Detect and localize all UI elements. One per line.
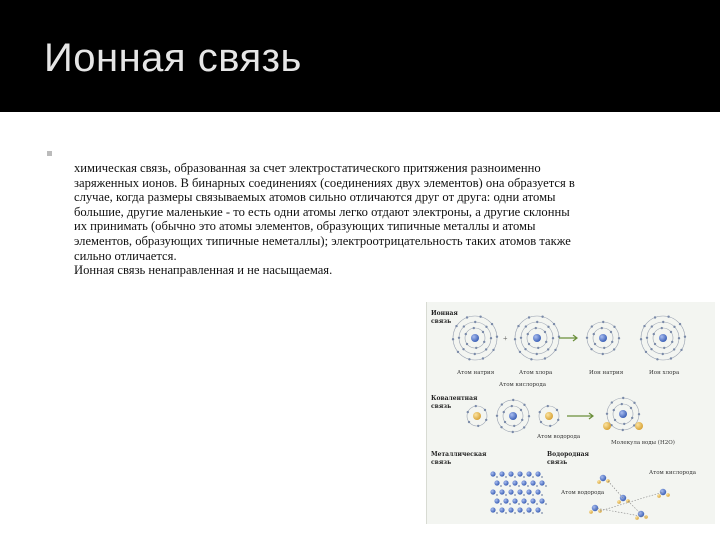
electron [513,425,515,427]
electron [633,424,635,426]
electron [603,347,605,349]
electron [539,411,541,413]
electron [590,348,592,350]
water-hydrogen [635,516,639,520]
electron [465,333,467,335]
electron [463,325,465,327]
body-line: химическая связь, образованная за счет электростатического притяжения разноименно [74,161,541,175]
bullet-marker [47,151,52,156]
electron [545,341,547,343]
free-electron [527,503,529,505]
metal-ion [503,498,508,503]
electron [468,358,470,360]
metal-ion [530,498,535,503]
free-electron [514,494,516,496]
metal-ion [539,480,544,485]
electron [618,337,620,339]
metal-ion [499,489,504,494]
free-electron [518,503,520,505]
metal-ion [535,507,540,512]
metal-lattice [490,471,547,514]
free-electron [523,476,525,478]
plus-sign: + [503,334,508,343]
metal-ion [490,507,495,512]
electron [540,421,542,423]
electron [593,333,595,335]
electron [622,429,624,431]
electron [519,351,521,353]
metal-ion [503,480,508,485]
electron [536,353,538,355]
electron [485,348,487,350]
electron [673,348,675,350]
metallic-heading-line2: связь [431,459,452,466]
electron [475,347,477,349]
hbond-hydrogen-label: Атом водорода [561,490,605,496]
sodium-ion-label: Ион натрия [589,370,624,376]
electron [557,419,559,421]
electron [468,421,470,423]
electron [661,327,663,329]
electron [528,316,530,318]
electron [602,321,604,323]
electron [466,316,468,318]
electron [517,325,519,327]
body-line: сильно отличается. [74,248,177,263]
hydrogen-atom-label: Атом водорода [537,434,581,440]
water-oxygen [600,475,606,481]
electron [536,321,538,323]
electron [547,326,549,328]
electron [504,421,506,423]
metal-ion [526,489,531,494]
slide-title: Ионная связь [44,36,302,80]
hydrogen-heading-line1: Водородная [547,451,589,458]
metal-ion [517,507,522,512]
covalent-heading-line1: Ковалентная [431,395,478,402]
nucleus [619,410,627,418]
electron [523,426,525,428]
water-hydrogen [657,494,661,498]
electron [490,337,492,339]
electron [479,316,481,318]
metal-ion [499,471,504,476]
electron [482,357,484,359]
metal-ion [508,489,513,494]
electron [610,331,612,333]
nucleus [509,412,517,420]
electron [591,325,593,327]
electron [475,405,477,407]
ionic-atoms [452,316,686,361]
free-electron [545,485,547,487]
electron [474,353,476,355]
electron [601,327,603,329]
electron [492,349,494,351]
body-line: заряженных ионов. В бинарных соединениях (соединениях двух элементов) она образуется в [74,175,575,190]
metal-ion [539,498,544,503]
metal-ion [535,489,540,494]
hydrogen-bond-molecules [589,475,670,520]
nucleus [599,334,607,342]
electron [614,419,616,421]
electron [514,338,516,340]
metal-ion [517,471,522,476]
free-electron [541,476,543,478]
electron [611,401,613,403]
electron [651,325,653,327]
metal-ion [490,471,495,476]
electron [467,411,469,413]
nucleus [659,334,667,342]
electron [455,325,457,327]
electron [653,333,655,335]
electron [496,415,498,417]
free-electron [505,512,507,514]
sodium-ion [586,321,620,355]
electron [521,419,523,421]
free-electron [500,503,502,505]
electron [673,326,675,328]
electron [638,413,640,415]
body-summary: Ионная связь ненаправленная и не насыщаемая. [74,263,333,278]
electron [457,351,459,353]
sodium-atom-label: Атом натрия [457,370,495,376]
metallic-heading-line1: Металлическая [431,451,487,458]
electron [530,358,532,360]
electron [525,325,527,327]
body-line: элементов, образующих типичные неметаллы); электроотрицательность таких атомов также [74,233,571,248]
nucleus [473,412,481,420]
metal-ion [512,498,517,503]
water-hydrogen [635,422,643,430]
water-hydrogen [603,422,611,430]
water-molecule-label: Молекула воды (H2O) [611,440,675,446]
electron [485,419,487,421]
free-electron [500,485,502,487]
electron [646,337,648,339]
electron [684,336,686,338]
electron [547,348,549,350]
chlorine-atom [514,316,560,361]
free-electron [514,512,516,514]
free-electron [496,476,498,478]
electron [541,316,543,318]
electron [643,325,645,327]
free-electron [509,503,511,505]
free-electron [496,494,498,496]
electron [621,403,623,405]
electron [552,337,554,339]
electron [520,337,522,339]
electron [524,348,526,350]
sodium-atom [452,316,498,361]
free-electron [518,485,520,487]
electron [537,347,539,349]
electron [503,411,505,413]
metal-ion [508,471,513,476]
electron [663,347,665,349]
oxygen-atom [496,399,530,433]
chlorine-atom-label: Атом хлора [519,370,553,376]
electron [662,321,664,323]
electron [482,331,484,333]
free-electron [532,512,534,514]
free-electron [532,476,534,478]
electron [556,409,558,411]
electron [520,409,522,411]
electron [654,343,656,345]
bonds-diagram [427,302,715,524]
chemical-bonds-illustration [426,302,715,524]
free-electron [532,494,534,496]
metal-ion [521,498,526,503]
electron [613,326,615,328]
metal-ion [535,471,540,476]
electron [622,397,624,399]
electron [650,348,652,350]
electron [483,341,485,343]
free-electron [545,503,547,505]
electron [670,331,672,333]
hydrogen-atom-right [539,405,560,427]
electron [544,357,546,359]
free-electron [505,494,507,496]
free-electron [514,476,516,478]
metal-ion [526,507,531,512]
electron [544,331,546,333]
electron [679,323,681,325]
electron [670,357,672,359]
metal-ion [512,480,517,485]
electron [586,337,588,339]
electron [501,403,503,405]
electron [645,351,647,353]
electron [528,343,530,345]
body-line: случае, когда размеры связываемых атомов сильно отличаются друг от друга: одни атомы [74,190,556,205]
water-hydrogen [597,480,601,484]
electron [462,348,464,350]
reaction-arrow [567,413,593,419]
electron [633,402,635,404]
electron [640,338,642,340]
electron [656,358,658,360]
electron [485,326,487,328]
electron [606,413,608,415]
hydrogen-atom-left [467,405,488,427]
electron [477,425,479,427]
body-line: большие, другие маленькие - то есть одни атомы легко отдают электроны, а другие склонны [74,204,570,219]
free-electron [505,476,507,478]
hydrogen-heading-line2: связь [547,459,568,466]
electron [535,327,537,329]
electron [602,353,604,355]
metal-ion [530,480,535,485]
metal-ion [508,507,513,512]
metal-ion [521,480,526,485]
metal-ion [499,507,504,512]
electron [611,341,613,343]
electron [654,316,656,318]
electron [473,327,475,329]
electron [662,353,664,355]
nucleus [545,412,553,420]
covalent-atoms [467,397,643,433]
metal-ion [494,480,499,485]
hydrogen-bond [600,492,663,511]
oxygen-atom-label: Атом кислорода [499,382,547,388]
free-electron [527,485,529,487]
water-hydrogen [589,510,593,514]
metal-ion [494,498,499,503]
electron [671,341,673,343]
nucleus [471,334,479,342]
electron [630,407,632,409]
ionic-heading-line2: связь [431,318,452,325]
free-electron [541,494,543,496]
free-electron [541,512,543,514]
hbond-oxygen-label: Атом кислорода [649,470,697,476]
chlorine-ion [640,316,686,361]
electron [528,415,530,417]
electron [554,349,556,351]
free-electron [509,485,511,487]
electron [678,337,680,339]
electron [553,323,555,325]
water-hydrogen [666,493,670,497]
electron [523,404,525,406]
metal-ion [490,489,495,494]
title-bar [0,0,720,112]
free-electron [523,512,525,514]
reaction-arrow [559,335,577,341]
electron [466,343,468,345]
slide-body [74,161,678,278]
electron [458,337,460,339]
electron [500,426,502,428]
hydrogen-bond [628,501,641,514]
free-electron [536,503,538,505]
electron [631,417,633,419]
metal-ion [526,471,531,476]
electron [491,323,493,325]
electron [613,348,615,350]
metal-ion [517,489,522,494]
electron [496,336,498,338]
electron [484,409,486,411]
electron [512,399,514,401]
water-hydrogen [617,500,621,504]
covalent-heading-line2: связь [431,403,452,410]
electron [547,405,549,407]
nucleus [533,334,541,342]
electron [594,343,596,345]
electron [680,349,682,351]
body-line: их принимать (обычно это атомы элементов, образующих типичные металлы и атомы [74,219,536,234]
electron [623,423,625,425]
chlorine-ion-label: Ион хлора [649,370,680,376]
electron [667,316,669,318]
electron [512,431,514,433]
electron [527,333,529,335]
electron [613,409,615,411]
hydrogen-bond [608,481,623,498]
electron [549,425,551,427]
ionic-heading-line1: Ионная [431,310,458,317]
electron [474,321,476,323]
free-electron [496,512,498,514]
electron [511,405,513,407]
free-electron [536,485,538,487]
electron [452,338,454,340]
free-electron [523,494,525,496]
